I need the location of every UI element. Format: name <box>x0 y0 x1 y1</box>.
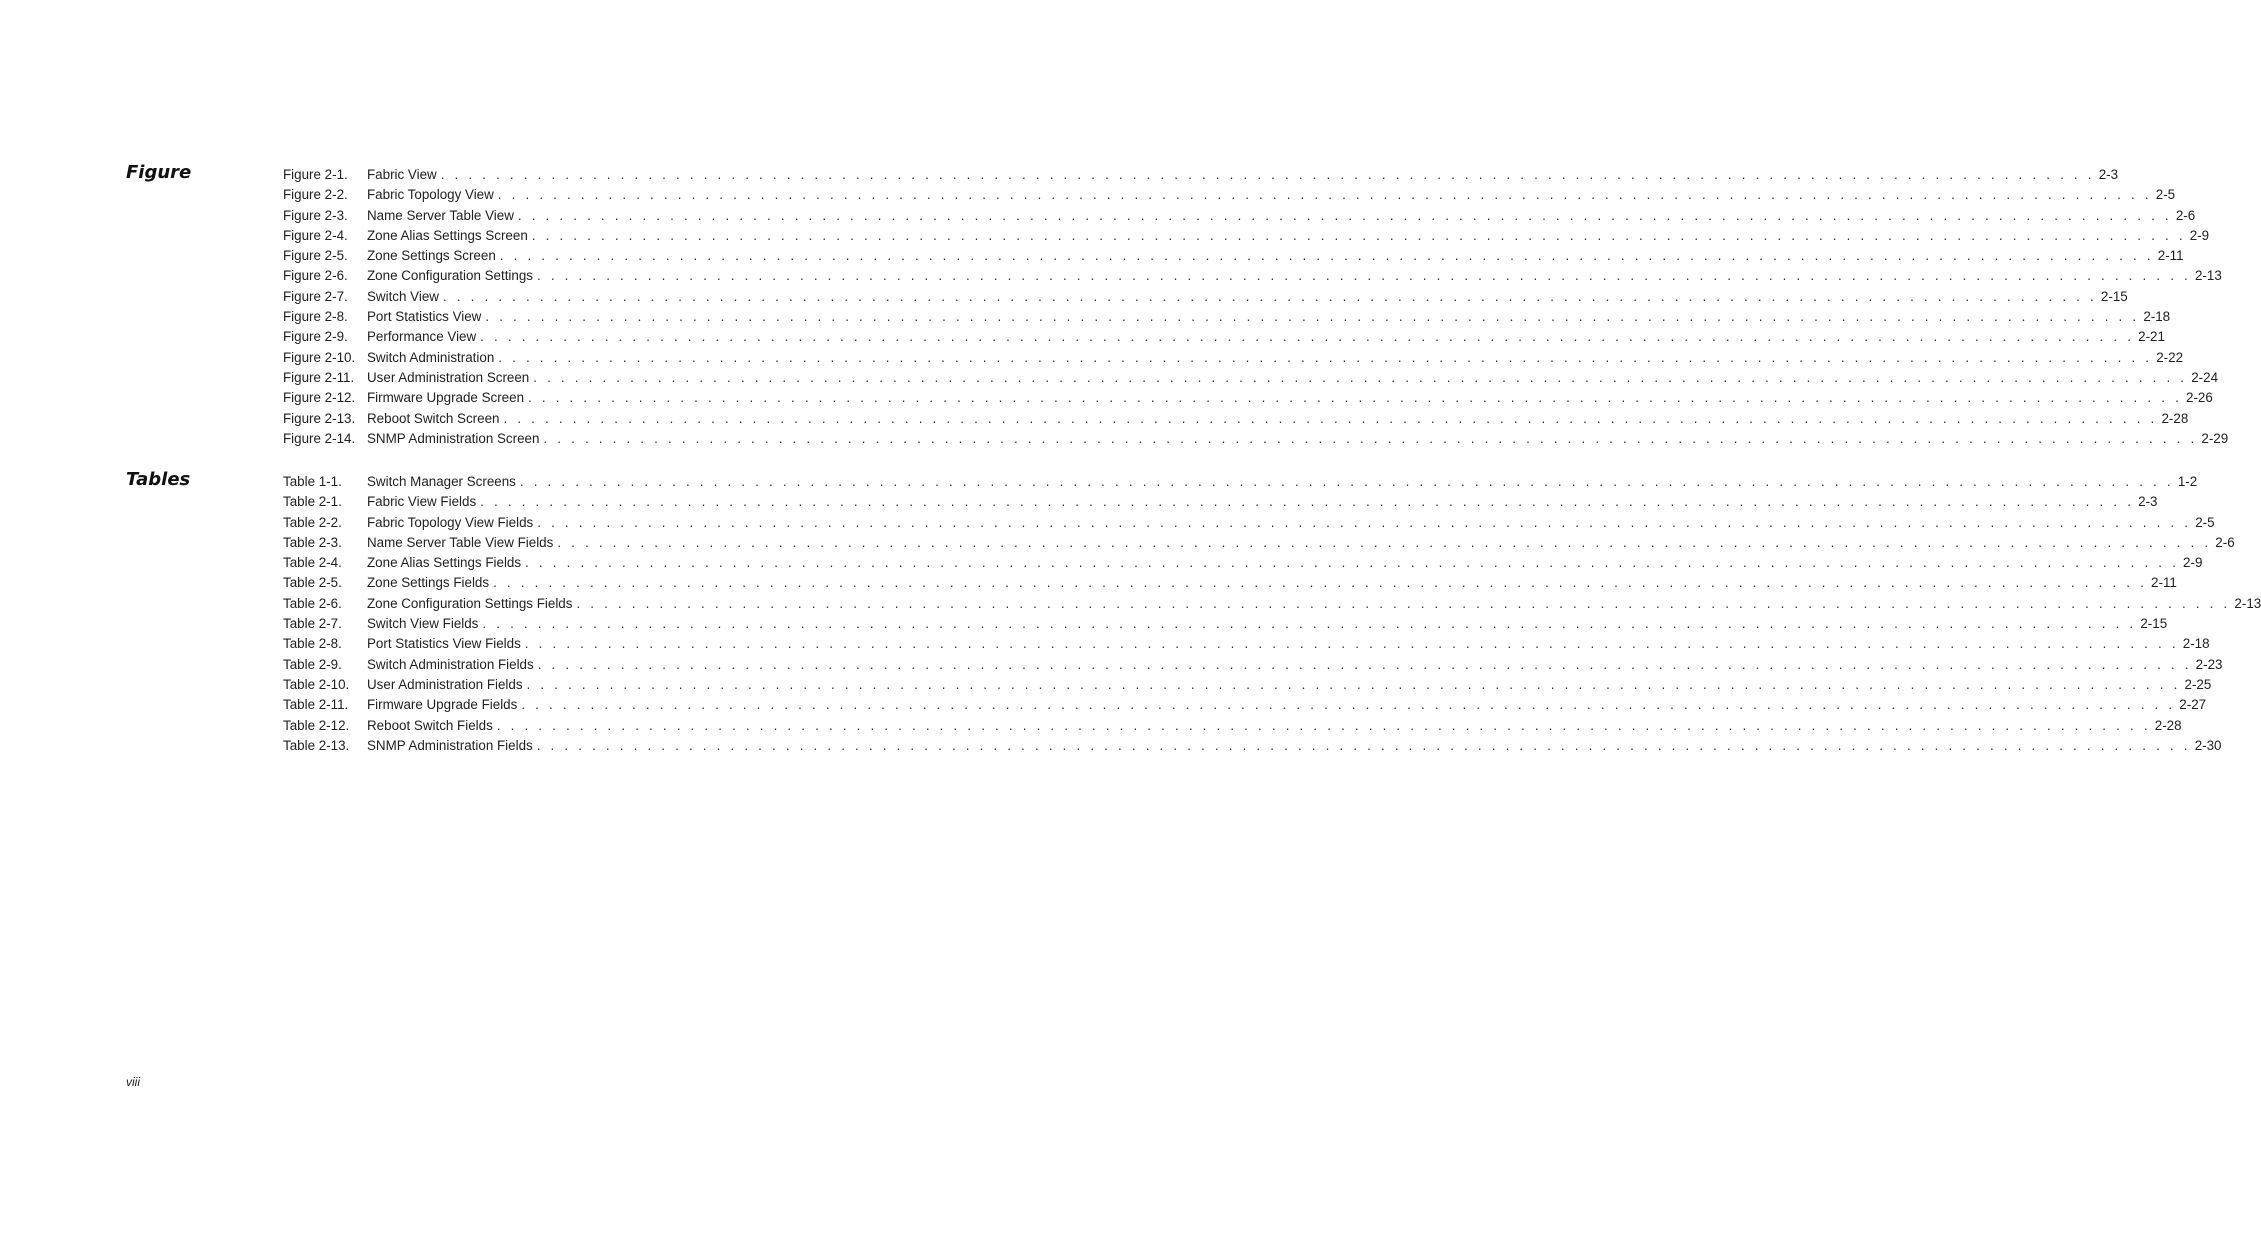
figure-entry-line <box>367 429 2229 449</box>
table-entry-line <box>367 614 2168 634</box>
table-entry[interactable] <box>283 573 2177 593</box>
figure-entry-page: 2-5 <box>2155 187 2176 203</box>
dot-leader: . . . . . . . . . . . . . . . . . . . . . . . . . . . . . . . . . . . . . . . . . . . . . . . . . . . . . . . . . . . . . . . . . . . . . . . . . . . . . . . . . . . . . . . . . . . . . . . . . . . . . . . . . . . . . . . . . . . . . . . . <box>480 494 2135 510</box>
figure-entry-number: Figure 2-14. <box>283 430 356 446</box>
table-entry-title: User Administration Fields <box>367 676 523 692</box>
table-entry[interactable] <box>283 614 2168 634</box>
dot-leader: . . . . . . . . . . . . . . . . . . . . . . . . . . . . . . . . . . . . . . . . . . . . . . . . . . . . . . . . . . . . . . . . . . . . . . . . . . . . . . . . . . . . . . . . . . . . . . . . . . . . . . . . . . . . . . . . . . . . . . . . <box>480 329 2135 345</box>
figure-entry-title: Reboot Switch Screen <box>367 410 500 426</box>
dot-leader: . . . . . . . . . . . . . . . . . . . . . . . . . . . . . . . . . . . . . . . . . . . . . . . . . . . . . . . . . . . . . . . . . . . . . . . . . . . . . . . . . . . . . . . . . . . . . . . . . . . . . . . . . . . . . . . . . . . . . . . . <box>519 474 2174 489</box>
figure-entry-line <box>367 226 2210 246</box>
table-entry-title: Switch Manager Screens <box>367 474 516 489</box>
figure-entry-line <box>367 409 2189 429</box>
figure-entry[interactable] <box>283 368 2219 388</box>
figure-entry-line <box>367 287 2128 307</box>
table-entry-title: Zone Settings Fields <box>367 575 490 591</box>
figure-entry-title: Zone Configuration Settings <box>367 268 533 284</box>
table-entry-line <box>367 513 2215 533</box>
figure-entry[interactable] <box>283 307 2171 327</box>
dot-leader: . . . . . . . . . . . . . . . . . . . . . . . . . . . . . . . . . . . . . . . . . . . . . . . . . . . . . . . . . . . . . . . . . . . . . . . . . . . . . . . . . . . . . . . . . . . . . . . . . . . . . . . . . . . . . . . . . . . . . . . . <box>536 737 2191 753</box>
figure-entry-number: Figure 2-6. <box>283 268 348 284</box>
figure-entry[interactable] <box>283 429 2229 449</box>
table-entry-title: Fabric View Fields <box>367 494 477 510</box>
figure-entry[interactable] <box>283 206 2196 226</box>
table-entry[interactable] <box>283 533 2235 553</box>
figure-entry-page: 2-29 <box>2201 430 2229 446</box>
figure-entry-line <box>367 185 2176 205</box>
table-entry-line <box>367 573 2177 593</box>
figure-entry-title: Port Statistics View <box>367 309 482 325</box>
table-entry-page: 1-2 <box>2177 474 2198 489</box>
table-entry-page: 2-9 <box>2183 555 2203 571</box>
table-entry[interactable] <box>283 513 2215 533</box>
figure-entry-number: Figure 2-13. <box>283 410 356 426</box>
figure-entry[interactable] <box>283 266 2222 286</box>
table-entry[interactable] <box>283 736 2222 756</box>
table-entry[interactable] <box>283 675 2212 695</box>
figure-entry-line <box>367 368 2219 388</box>
dot-leader: . . . . . . . . . . . . . . . . . . . . . . . . . . . . . . . . . . . . . . . . . . . . . . . . . . . . . . . . . . . . . . . . . . . . . . . . . . . . . . . . . . . . . . . . . . . . . . . . . . . . . . . . . . . . . . . . . . . . . . . . <box>537 656 2192 672</box>
table-entry-page: 2-5 <box>2195 514 2215 530</box>
table-entry-page: 2-30 <box>2194 737 2222 753</box>
dot-leader: . . . . . . . . . . . . . . . . . . . . . . . . . . . . . . . . . . . . . . . . . . . . . . . . . . . . . . . . . . . . . . . . . . . . . . . . . . . . . . . . . . . . . . . . . . . . . . . . . . . . . . . . . . . . . . . . . . . . . . . . <box>526 676 2181 692</box>
table-entry-page: 2-18 <box>2182 636 2210 652</box>
dot-leader: . . . . . . . . . . . . . . . . . . . . . . . . . . . . . . . . . . . . . . . . . . . . . . . . . . . . . . . . . . . . . . . . . . . . . . . . . . . . . . . . . . . . . . . . . . . . . . . . . . . . . . . . . . . . . . . . . . . . . . . . <box>498 349 2153 365</box>
table-entry-number: Table 2-2. <box>283 514 342 530</box>
figures-list <box>283 165 2229 449</box>
table-entry-line <box>367 533 2235 553</box>
figure-entry-page: 2-6 <box>2175 207 2196 223</box>
table-entry-number: Table 2-8. <box>283 636 342 652</box>
table-entry[interactable] <box>283 695 2207 715</box>
table-entry-line <box>367 553 2203 573</box>
figure-entry-page: 2-21 <box>2138 329 2165 345</box>
table-entry-number: Table 2-7. <box>283 616 342 632</box>
figure-entry-number: Figure 2-12. <box>283 390 356 406</box>
table-entry-number: Table 2-1. <box>283 494 342 510</box>
figure-entry-title: Name Server Table View <box>367 207 514 223</box>
table-entry[interactable] <box>283 553 2203 573</box>
dot-leader: . . . . . . . . . . . . . . . . . . . . . . . . . . . . . . . . . . . . . . . . . . . . . . . . . . . . . . . . . . . . . . . . . . . . . . . . . . . . . . . . . . . . . . . . . . . . . . . . . . . . . . . . . . . . . . . . . . . . . . . . <box>537 268 2191 284</box>
dot-leader: . . . . . . . . . . . . . . . . . . . . . . . . . . . . . . . . . . . . . . . . . . . . . . . . . . . . . . . . . . . . . . . . . . . . . . . . . . . . . . . . . . . . . . . . . . . . . . . . . . . . . . . . . . . . . . . . . . . . . . . . <box>533 369 2188 385</box>
table-entry-line <box>367 492 2158 512</box>
table-entry-number: Table 2-13. <box>283 737 350 753</box>
dot-leader: . . . . . . . . . . . . . . . . . . . . . . . . . . . . . . . . . . . . . . . . . . . . . . . . . . . . . . . . . . . . . . . . . . . . . . . . . . . . . . . . . . . . . . . . . . . . . . . . . . . . . . . . . . . . . . . . . . . . . . . . <box>576 595 2231 611</box>
figure-entry[interactable] <box>283 327 2165 347</box>
table-entry-line <box>367 695 2207 715</box>
figure-entry-title: Fabric Topology View <box>367 187 494 203</box>
table-entry-number: Table 2-12. <box>283 717 350 733</box>
table-entry-title: Name Server Table View Fields <box>367 534 554 550</box>
table-entry-line <box>367 716 2182 736</box>
figure-entry-number: Figure 2-8. <box>283 309 348 325</box>
table-entry-page: 2-13 <box>2234 595 2261 611</box>
figure-entry-number: Figure 2-7. <box>283 288 348 304</box>
table-entry[interactable] <box>283 655 2223 675</box>
table-entry-line <box>367 634 2210 654</box>
dot-leader: . . . . . . . . . . . . . . . . . . . . . . . . . . . . . . . . . . . . . . . . . . . . . . . . . . . . . . . . . . . . . . . . . . . . . . . . . . . . . . . . . . . . . . . . . . . . . . . . . . . . . . . . . . . . . . . . . . . . . . . . <box>557 534 2212 550</box>
table-entry-title: Zone Alias Settings Fields <box>367 555 522 571</box>
table-entry-title: Fabric Topology View Fields <box>367 514 534 530</box>
figure-entry-line <box>367 348 2184 368</box>
dot-leader: . . . . . . . . . . . . . . . . . . . . . . . . . . . . . . . . . . . . . . . . . . . . . . . . . . . . . . . . . . . . . . . . . . . . . . . . . . . . . . . . . . . . . . . . . . . . . . . . . . . . . . . . . . . . . . . . . . . . . . . . <box>503 410 2158 426</box>
dot-leader: . . . . . . . . . . . . . . . . . . . . . . . . . . . . . . . . . . . . . . . . . . . . . . . . . . . . . . . . . . . . . . . . . . . . . . . . . . . . . . . . . . . . . . . . . . . . . . . . . . . . . . . . . . . . . . . . . . . . . . . . <box>521 697 2176 713</box>
dot-leader: . . . . . . . . . . . . . . . . . . . . . . . . . . . . . . . . . . . . . . . . . . . . . . . . . . . . . . . . . . . . . . . . . . . . . . . . . . . . . . . . . . . . . . . . . . . . . . . . . . . . . . . . . . . . . . . . . . . . . . . . <box>440 167 2095 182</box>
figure-entry[interactable] <box>283 348 2184 368</box>
table-entry[interactable] <box>283 594 2261 614</box>
figure-entry-page: 2-28 <box>2161 410 2189 426</box>
table-entry-page: 2-11 <box>2151 575 2177 591</box>
figure-entry-title: SNMP Administration Screen <box>367 430 540 446</box>
figure-entry[interactable] <box>283 388 2213 408</box>
table-entry-number: Table 2-6. <box>283 595 342 611</box>
figure-entry-page: 2-22 <box>2156 349 2184 365</box>
figure-entry-title: Performance View <box>367 329 477 345</box>
dot-leader: . . . . . . . . . . . . . . . . . . . . . . . . . . . . . . . . . . . . . . . . . . . . . . . . . . . . . . . . . . . . . . . . . . . . . . . . . . . . . . . . . . . . . . . . . . . . . . . . . . . . . . . . . . . . . . . . . . . . . . . . <box>496 717 2151 733</box>
table-entry-line <box>367 655 2223 675</box>
dot-leader: . . . . . . . . . . . . . . . . . . . . . . . . . . . . . . . . . . . . . . . . . . . . . . . . . . . . . . . . . . . . . . . . . . . . . . . . . . . . . . . . . . . . . . . . . . . . . . . . . . . . . . . . . . . . . . . . . . . . . . . . <box>531 227 2186 243</box>
table-entry-title: Firmware Upgrade Fields <box>367 697 518 713</box>
figure-entry-title: Fabric View <box>367 167 437 182</box>
figure-entry-number: Figure 2-3. <box>283 207 348 223</box>
table-entry-title: SNMP Administration Fields <box>367 737 533 753</box>
figure-entry-page: 2-3 <box>2098 167 2119 182</box>
figure-entry-line <box>367 246 2184 266</box>
figure-entry[interactable] <box>283 246 2184 266</box>
table-entry-page: 2-6 <box>2215 534 2235 550</box>
figure-entry[interactable] <box>283 185 2176 205</box>
dot-leader: . . . . . . . . . . . . . . . . . . . . . . . . . . . . . . . . . . . . . . . . . . . . . . . . . . . . . . . . . . . . . . . . . . . . . . . . . . . . . . . . . . . . . . . . . . . . . . . . . . . . . . . . . . . . . . . . . . . . . . . . <box>517 207 2172 223</box>
figure-entry-number: Figure 2-4. <box>283 227 348 243</box>
table-entry-title: Zone Configuration Settings Fields <box>367 595 573 611</box>
table-entry-page: 2-15 <box>2140 616 2168 632</box>
figure-entry-number: Figure 2-11. <box>283 369 355 385</box>
table-entry[interactable] <box>283 472 2198 492</box>
figures-heading: Figure <box>126 162 192 183</box>
table-entry-page: 2-25 <box>2184 676 2212 692</box>
figure-entry[interactable] <box>283 226 2210 246</box>
table-entry[interactable] <box>283 716 2182 736</box>
figure-entry-page: 2-9 <box>2189 227 2210 243</box>
figure-entry-number: Figure 2-10. <box>283 349 356 365</box>
dot-leader: . . . . . . . . . . . . . . . . . . . . . . . . . . . . . . . . . . . . . . . . . . . . . . . . . . . . . . . . . . . . . . . . . . . . . . . . . . . . . . . . . . . . . . . . . . . . . . . . . . . . . . . . . . . . . . . . . . . . . . . . <box>493 575 2148 591</box>
table-entry[interactable] <box>283 634 2210 654</box>
table-entry-title: Reboot Switch Fields <box>367 717 493 733</box>
figure-entry-title: Firmware Upgrade Screen <box>367 390 525 406</box>
figure-entry-line <box>367 206 2196 226</box>
figure-entry-number: Figure 2-2. <box>283 187 348 203</box>
table-entry-number: Table 2-3. <box>283 534 342 550</box>
table-entry-number: Table 2-5. <box>283 575 342 591</box>
figure-entry-number: Figure 2-9. <box>283 329 348 345</box>
table-entry-line <box>367 594 2261 614</box>
figure-entry-title: Zone Alias Settings Screen <box>367 227 528 243</box>
dot-leader: . . . . . . . . . . . . . . . . . . . . . . . . . . . . . . . . . . . . . . . . . . . . . . . . . . . . . . . . . . . . . . . . . . . . . . . . . . . . . . . . . . . . . . . . . . . . . . . . . . . . . . . . . . . . . . . . . . . . . . . . <box>528 390 2182 406</box>
dot-leader: . . . . . . . . . . . . . . . . . . . . . . . . . . . . . . . . . . . . . . . . . . . . . . . . . . . . . . . . . . . . . . . . . . . . . . . . . . . . . . . . . . . . . . . . . . . . . . . . . . . . . . . . . . . . . . . . . . . . . . . . <box>442 288 2097 304</box>
table-entry-number: Table 2-10. <box>283 676 350 692</box>
dot-leader: . . . . . . . . . . . . . . . . . . . . . . . . . . . . . . . . . . . . . . . . . . . . . . . . . . . . . . . . . . . . . . . . . . . . . . . . . . . . . . . . . . . . . . . . . . . . . . . . . . . . . . . . . . . . . . . . . . . . . . . . <box>524 636 2179 652</box>
dot-leader: . . . . . . . . . . . . . . . . . . . . . . . . . . . . . . . . . . . . . . . . . . . . . . . . . . . . . . . . . . . . . . . . . . . . . . . . . . . . . . . . . . . . . . . . . . . . . . . . . . . . . . . . . . . . . . . . . . . . . . . . <box>543 430 2198 446</box>
table-entry-number: Table 2-9. <box>283 656 342 672</box>
table-entry-page: 2-23 <box>2195 656 2223 672</box>
table-entry-number: Table 2-11. <box>283 697 349 713</box>
table-entry-title: Switch View Fields <box>367 616 479 632</box>
page-number: viii <box>126 1075 140 1089</box>
table-entry-number: Table 2-4. <box>283 555 342 571</box>
figure-entry-title: User Administration Screen <box>367 369 530 385</box>
table-entry-number: Table 1-1. <box>283 474 342 489</box>
figure-entry-title: Zone Settings Screen <box>367 248 496 264</box>
figure-entry-number: Figure 2-1. <box>283 167 348 182</box>
figure-entry[interactable] <box>283 409 2189 429</box>
figure-entry-line <box>367 327 2165 347</box>
dot-leader: . . . . . . . . . . . . . . . . . . . . . . . . . . . . . . . . . . . . . . . . . . . . . . . . . . . . . . . . . . . . . . . . . . . . . . . . . . . . . . . . . . . . . . . . . . . . . . . . . . . . . . . . . . . . . . . . . . . . . . . . <box>537 514 2192 530</box>
figure-entry-page: 2-24 <box>2191 369 2219 385</box>
figure-entry-title: Switch View <box>367 288 439 304</box>
tables-list <box>283 472 2261 756</box>
table-entry[interactable] <box>283 492 2158 512</box>
figure-entry-line <box>367 307 2171 327</box>
figure-entry-page: 2-26 <box>2186 390 2213 406</box>
figure-entry-page: 2-13 <box>2194 268 2222 284</box>
figure-entry-page: 2-15 <box>2100 288 2128 304</box>
figure-entry-page: 2-18 <box>2143 309 2171 325</box>
table-entry-title: Port Statistics View Fields <box>367 636 521 652</box>
dot-leader: . . . . . . . . . . . . . . . . . . . . . . . . . . . . . . . . . . . . . . . . . . . . . . . . . . . . . . . . . . . . . . . . . . . . . . . . . . . . . . . . . . . . . . . . . . . . . . . . . . . . . . . . . . . . . . . . . . . . . . . . <box>497 187 2152 203</box>
table-entry-line <box>367 472 2198 492</box>
figure-entry-line <box>367 266 2222 286</box>
figure-entry-number: Figure 2-5. <box>283 248 348 264</box>
table-entry-line <box>367 736 2222 756</box>
figure-entry-line <box>367 165 2119 185</box>
figure-entry-title: Switch Administration <box>367 349 495 365</box>
table-entry-page: 2-28 <box>2154 717 2182 733</box>
table-entry-line <box>367 675 2212 695</box>
figure-entry-page: 2-11 <box>2157 248 2184 264</box>
dot-leader: . . . . . . . . . . . . . . . . . . . . . . . . . . . . . . . . . . . . . . . . . . . . . . . . . . . . . . . . . . . . . . . . . . . . . . . . . . . . . . . . . . . . . . . . . . . . . . . . . . . . . . . . . . . . . . . . . . . . . . . . <box>499 248 2154 264</box>
table-entry-title: Switch Administration Fields <box>367 656 534 672</box>
figure-entry[interactable] <box>283 165 2119 185</box>
dot-leader: . . . . . . . . . . . . . . . . . . . . . . . . . . . . . . . . . . . . . . . . . . . . . . . . . . . . . . . . . . . . . . . . . . . . . . . . . . . . . . . . . . . . . . . . . . . . . . . . . . . . . . . . . . . . . . . . . . . . . . . . <box>485 309 2140 325</box>
tables-heading: Tables <box>126 469 191 490</box>
figure-entry[interactable] <box>283 287 2128 307</box>
dot-leader: . . . . . . . . . . . . . . . . . . . . . . . . . . . . . . . . . . . . . . . . . . . . . . . . . . . . . . . . . . . . . . . . . . . . . . . . . . . . . . . . . . . . . . . . . . . . . . . . . . . . . . . . . . . . . . . . . . . . . . . . <box>525 555 2180 571</box>
table-entry-page: 2-3 <box>2138 494 2158 510</box>
dot-leader: . . . . . . . . . . . . . . . . . . . . . . . . . . . . . . . . . . . . . . . . . . . . . . . . . . . . . . . . . . . . . . . . . . . . . . . . . . . . . . . . . . . . . . . . . . . . . . . . . . . . . . . . . . . . . . . . . . . . . . . . <box>482 616 2137 632</box>
table-entry-page: 2-27 <box>2179 697 2207 713</box>
figure-entry-line <box>367 388 2213 408</box>
